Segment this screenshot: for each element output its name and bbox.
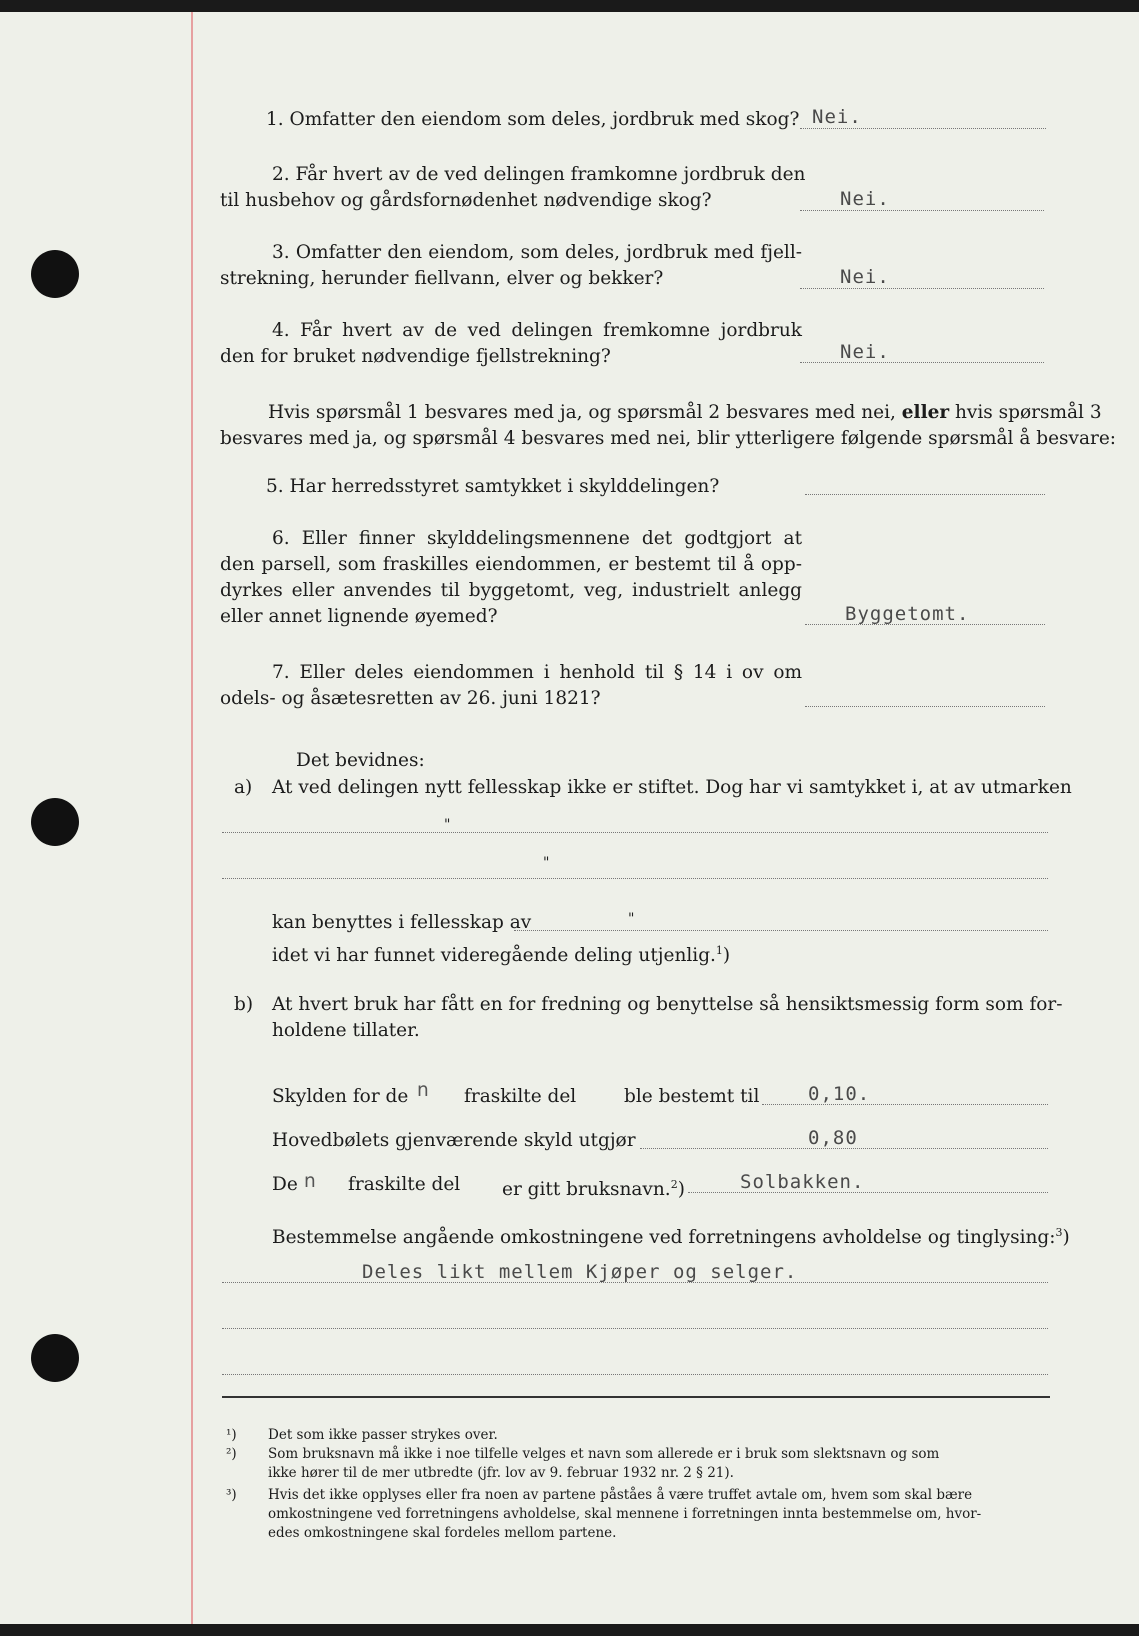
question-3-answer: Nei. bbox=[840, 266, 890, 288]
costs-value: Deles likt mellem Kjøper og selger. bbox=[362, 1261, 798, 1283]
ditto-mark: " bbox=[628, 911, 635, 927]
question-7-line-2: odels- og åsætesretten av 26. juni 1821? bbox=[220, 688, 601, 709]
footnote-3-cont: omkostningene ved forretningens avholdelse, skal mennene i forretningen innta bestemmelse om, hvor- bbox=[268, 1506, 982, 1522]
item-b-line-2: holdene tillater. bbox=[272, 1020, 420, 1041]
answer-line bbox=[800, 362, 1044, 363]
skyld-line-1-rest: ble bestemt til bbox=[624, 1086, 760, 1107]
question-6-line-1: 6. Eller finner skylddelingsmennene det godtgjort at bbox=[272, 528, 802, 549]
fill-line bbox=[222, 1374, 1048, 1375]
answer-line bbox=[800, 128, 1046, 129]
footnote-1: ¹) Det som ikke passer strykes over. bbox=[226, 1427, 498, 1443]
footnote-2: ²) Som bruksnavn må ikke i noe tilfelle velges et navn som allerede er i bruk som slektsnavn og som bbox=[226, 1446, 940, 1462]
question-6-line-3: dyrkes eller anvendes til byggetomt, veg, industrielt anlegg bbox=[220, 580, 802, 601]
question-5-text: 5. Har herredsstyret samtykket i skylddelingen? bbox=[266, 476, 720, 497]
bruksnavn-label-a: De bbox=[272, 1174, 298, 1195]
costs-label: Bestemmelse angående omkostningene ved forretningens avholdelse og tinglysing:$^3$) bbox=[272, 1226, 1070, 1249]
fill-line bbox=[762, 1104, 1048, 1105]
footnote-3: ³) Hvis det ikke opplyses eller fra noen av partene påståes å være truffet avtale om, hvem som skal bære bbox=[226, 1487, 973, 1503]
footnote-rule bbox=[222, 1396, 1050, 1398]
hovedbol-value: 0,80 bbox=[808, 1127, 858, 1149]
punch-hole bbox=[31, 1334, 79, 1382]
question-2-line-1: 2. Får hvert av de ved delingen framkomne jordbruk den bbox=[272, 164, 806, 185]
hovedbol-label: Hovedbølets gjenværende skyld utgjør bbox=[272, 1130, 636, 1151]
skyld-line-1-label: Skylden for de bbox=[272, 1086, 409, 1107]
punch-hole bbox=[31, 250, 79, 298]
answer-line bbox=[805, 494, 1045, 495]
item-a-label: a) bbox=[234, 777, 253, 798]
answer-line bbox=[800, 288, 1044, 289]
question-2-answer: Nei. bbox=[840, 188, 890, 210]
fill-line bbox=[222, 832, 1048, 833]
punch-hole bbox=[31, 798, 79, 846]
footnote-3-cont: edes omkostningene skal fordeles mellom partene. bbox=[268, 1525, 617, 1541]
question-6-line-2: den parsell, som fraskilles eiendommen, er bestemt til å opp- bbox=[220, 554, 802, 575]
ditto-mark: " bbox=[543, 855, 550, 871]
question-1-text: 1. Omfatter den eiendom som deles, jordbruk med skog? bbox=[266, 109, 800, 130]
condition-line-2: besvares med ja, og spørsmål 4 besvares med nei, blir ytterligere følgende spørsmål å besvare: bbox=[220, 428, 1117, 449]
skyld-value: 0,10. bbox=[808, 1083, 871, 1105]
certify-heading: Det bevidnes: bbox=[296, 750, 425, 771]
question-4-line-2: den for bruket nødvendige fjellstrekning? bbox=[220, 346, 611, 367]
question-4-answer: Nei. bbox=[840, 341, 890, 363]
question-1-answer: Nei. bbox=[812, 106, 862, 128]
fill-line bbox=[222, 878, 1048, 879]
bruksnavn-label-b: fraskilte del bbox=[348, 1174, 461, 1195]
question-7-line-1: 7. Eller deles eiendommen i henhold til § 14 i ov om bbox=[272, 662, 802, 683]
answer-line bbox=[800, 210, 1044, 211]
skyld-line-1-part: fraskilte del bbox=[464, 1086, 577, 1107]
condition-line-1: Hvis spørsmål 1 besvares med ja, og spørsmål 2 besvares med nei, eller hvis spørsmål 3 bbox=[268, 402, 1102, 423]
fill-line bbox=[222, 1328, 1048, 1329]
fill-line bbox=[514, 930, 1048, 931]
item-b-line-1: At hvert bruk har fått en for fredning og benyttelse så hensiktsmessig form som for- bbox=[272, 994, 1063, 1015]
item-b-label: b) bbox=[234, 994, 254, 1015]
question-6-answer: Byggetomt. bbox=[845, 603, 970, 625]
question-6-line-4: eller annet lignende øyemed? bbox=[220, 606, 498, 627]
question-4-line-1: 4. Får hvert av de ved delingen fremkomne jordbruk bbox=[272, 320, 802, 341]
question-2-line-2: til husbehov og gårdsfornødenhet nødvendige skog? bbox=[220, 190, 712, 211]
bruksnavn-value: Solbakken. bbox=[740, 1171, 865, 1193]
document-page bbox=[0, 12, 1139, 1624]
answer-line bbox=[805, 706, 1045, 707]
question-3-line-2: strekning, herunder fiellvann, elver og bekker? bbox=[220, 268, 664, 289]
item-a-text: At ved delingen nytt fellesskap ikke er stiftet. Dog har vi samtykket i, at av utmarken bbox=[272, 777, 1072, 798]
bruksnavn-hand: n bbox=[304, 1171, 316, 1192]
skyld-line-1-hand: n bbox=[417, 1080, 429, 1101]
bruksnavn-label-c: er gitt bruksnavn.$^2$) bbox=[502, 1178, 685, 1201]
ditto-mark: " bbox=[444, 817, 451, 833]
question-3-line-1: 3. Omfatter den eiendom, som deles, jordbruk med fjell- bbox=[272, 242, 802, 263]
margin-line bbox=[191, 12, 193, 1624]
footnote-2-cont: ikke hører til de mer utbredte (jfr. lov av 9. februar 1932 nr. 2 § 21). bbox=[268, 1465, 734, 1481]
use-label: kan benyttes i fellesskap av bbox=[272, 912, 532, 933]
further-text: idet vi har funnet videregående deling utjenlig.$^1$) bbox=[272, 944, 731, 967]
